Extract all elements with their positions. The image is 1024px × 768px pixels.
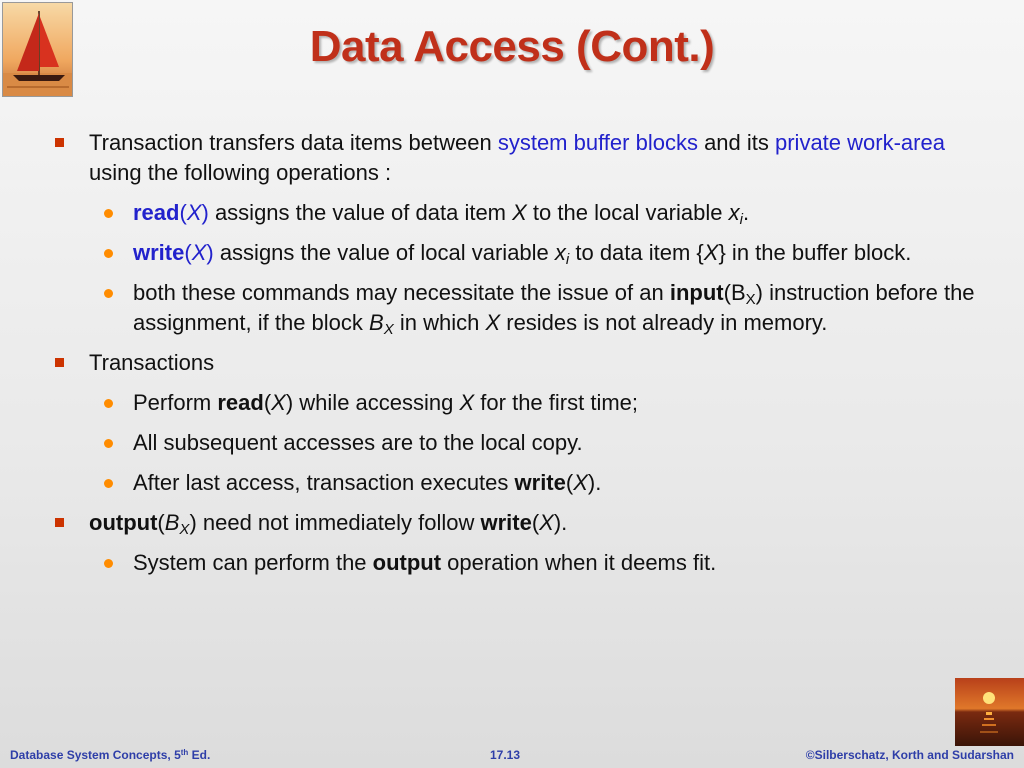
slide-content bbox=[48, 128, 978, 588]
footer-page-number: 17.13 bbox=[490, 748, 521, 762]
subbullet-after-last-access: After last access, transaction executes write(X). bbox=[133, 468, 978, 498]
sunset-logo bbox=[955, 678, 1024, 746]
footer-copyright: ©Silberschatz, Korth and Sudarshan bbox=[805, 748, 1014, 762]
subbullet-system-output: System can perform the output operation when it deems fit. bbox=[133, 548, 978, 578]
subbullet-local-copy: All subsequent accesses are to the local copy. bbox=[133, 428, 978, 458]
subbullet-input-note: both these commands may necessitate the issue of an $input(B_X)$ instruction before the assignment, if the block $B_X$ in which X resides is not already in memory. bbox=[133, 278, 978, 338]
footer-book-title: Database System Concepts, 5th Ed. bbox=[10, 748, 211, 762]
subbullet-perform-read: Perform read(X) while accessing X for the first time; bbox=[133, 388, 978, 418]
bullet-transaction-transfers: Transaction transfers data items between system buffer blocks and its private work-area using the following operations : bbox=[48, 128, 978, 188]
page-title: Data Access (Cont.) bbox=[309, 22, 715, 71]
subbullet-read: read(X) assigns the value of data item X to the local variable $x_i$. bbox=[133, 198, 978, 228]
subbullet-write: write(X) assigns the value of local variable $x_i$ to data item {X} in the buffer block. bbox=[133, 238, 978, 268]
bullet-transactions: Transactions bbox=[48, 348, 978, 378]
bullet-output: $output(B_X)$ need not immediately follow write(X). bbox=[48, 508, 978, 538]
